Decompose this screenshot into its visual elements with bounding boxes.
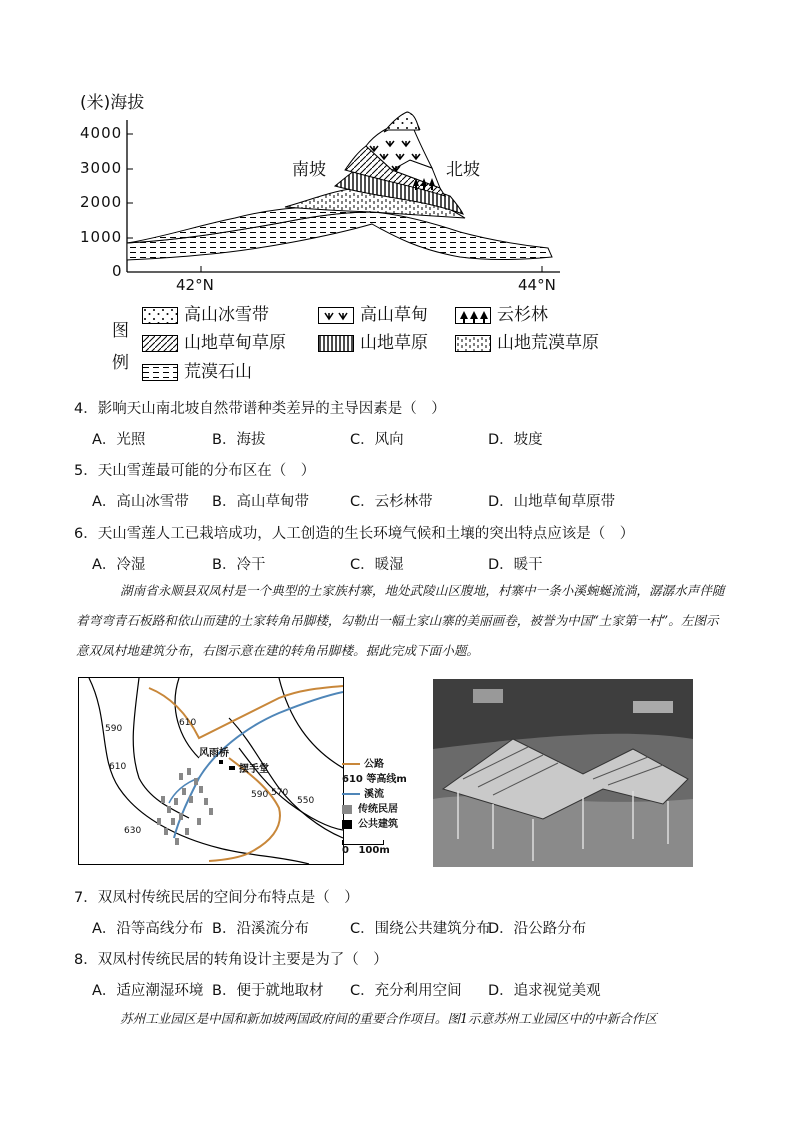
q4-option-b[interactable]: B．海拔: [212, 432, 266, 448]
map-legend: [342, 757, 407, 832]
house-swatch: [342, 805, 352, 814]
passage-suzhou: 苏州工业园区是中国和新加坡两国政府间的重要合作项目。图1示意苏州工业园区中的中新合作区: [120, 1011, 657, 1026]
meadow-steppe-swatch: [142, 335, 178, 352]
map-legend-public: 公共建筑: [342, 817, 407, 832]
map-legend-road: 公路: [342, 757, 407, 772]
q4-option-c[interactable]: C．风向: [350, 432, 404, 448]
x-tick-44n: 44°N: [518, 276, 556, 294]
q6-option-a[interactable]: A．冷湿: [92, 557, 146, 573]
contour-label-590a: 590: [105, 724, 123, 734]
legend-desert-rock: 荒漠石山: [142, 357, 252, 382]
legend-title-1: 图: [112, 321, 129, 341]
question-6-stem: 6．天山雪莲人工已栽培成功，人工创造的生长环境气候和土壤的突出特点应该是（ ）: [74, 526, 635, 542]
map-scale-bar: 0 100m: [342, 840, 390, 856]
stilt-house-photo: [433, 679, 693, 867]
contour-label-610b: 610: [109, 762, 127, 772]
village-map: [78, 677, 344, 865]
legend-desert-steppe: 山地荒漠草原: [455, 328, 599, 353]
q8-option-a[interactable]: A．适应潮湿环境: [92, 983, 204, 999]
map-label-bridge: 风雨桥: [199, 748, 229, 759]
legend-ice-snow: 高山冰雪带: [142, 300, 269, 325]
q5-option-a[interactable]: A．高山冰雪带: [92, 494, 189, 510]
stream-swatch: [342, 793, 360, 795]
legend-meadow-steppe: 山地草甸草原: [142, 328, 286, 353]
legend-alpine-meadow: 高山草甸: [318, 300, 428, 325]
q5-option-c[interactable]: C．云杉林带: [350, 494, 433, 510]
contour-label-550: 550: [297, 796, 315, 806]
question-8-stem: 8．双凤村传统民居的转角设计主要是为了（ ）: [74, 952, 388, 968]
q5-option-b[interactable]: B．高山草甸带: [212, 494, 309, 510]
y-axis-title: (米)海拔: [80, 93, 145, 113]
q6-option-b[interactable]: B．冷干: [212, 557, 266, 573]
north-slope-label: 北坡: [446, 160, 480, 180]
passage-shuangfeng: 湖南省永顺县双凤村是一个典型的土家族村寨，地处武陵山区腹地，村寨中一条小溪蜿蜒流淌，潺潺水声伴随着弯弯青石板路和依山而建的土家转角吊脚楼，勾勒出一幅土家山寨的美丽画卷，被誉为中国“土家第一村”。左图示意双凤村地建筑分布，右图示意在建的转角吊脚楼。据此完成下面小题。: [76, 583, 725, 658]
desert-rock-swatch: [142, 364, 178, 381]
y-tick-2000: 2000: [80, 193, 123, 211]
y-tick-0: 0: [112, 262, 122, 280]
x-tick-42n: 42°N: [176, 276, 214, 294]
q7-option-d[interactable]: D．沿公路分布: [488, 921, 587, 937]
question-5-stem: 5．天山雪莲最可能的分布区在（ ）: [74, 463, 316, 479]
map-legend-stream: 溪流: [342, 787, 407, 802]
desert-steppe-swatch: [455, 335, 491, 352]
q6-option-c[interactable]: C．暖湿: [350, 557, 404, 573]
q4-option-d[interactable]: D．坡度: [488, 432, 543, 448]
public-building-swatch: [342, 820, 352, 829]
q6-option-d[interactable]: D．暖干: [488, 557, 543, 573]
y-tick-3000: 3000: [80, 159, 123, 177]
contour-label-570: 570: [271, 788, 289, 798]
q7-option-b[interactable]: B．沿溪流分布: [212, 921, 309, 937]
q8-option-d[interactable]: D．追求视觉美观: [488, 983, 601, 999]
south-slope-label: 南坡: [292, 160, 326, 180]
map-legend-contour: 610 等高线m: [342, 774, 407, 785]
q7-option-c[interactable]: C．围绕公共建筑分布: [350, 921, 491, 937]
q7-option-a[interactable]: A．沿等高线分布: [92, 921, 204, 937]
question-7-stem: 7．双凤村传统民居的空间分布特点是（ ）: [74, 890, 359, 906]
legend-spruce: 云杉林: [455, 300, 548, 325]
y-tick-4000: 4000: [80, 124, 123, 142]
y-tick-1000: 1000: [80, 228, 123, 246]
q8-option-c[interactable]: C．充分利用空间: [350, 983, 462, 999]
mountain-steppe-swatch: [318, 335, 354, 352]
question-4-stem: 4．影响天山南北坡自然带谱种类差异的主导因素是（ ）: [74, 401, 446, 417]
alpine-meadow-swatch: [318, 307, 354, 324]
q8-option-b[interactable]: B．便于就地取材: [212, 983, 324, 999]
ice-snow-swatch: [142, 307, 178, 324]
q4-option-a[interactable]: A．光照: [92, 432, 146, 448]
contour-label-630: 630: [124, 826, 142, 836]
profile-svg: [0, 0, 794, 300]
legend-mountain-steppe: 山地草原: [318, 328, 428, 353]
photo-svg: [433, 679, 693, 867]
map-legend-house: 传统民居: [342, 802, 407, 817]
spruce-swatch: [455, 307, 491, 324]
road-swatch: [342, 763, 360, 765]
map-label-hall: 摆手堂: [239, 764, 269, 775]
contour-label-610a: 610: [179, 718, 197, 728]
contour-label-590b: 590: [251, 790, 269, 800]
q5-option-d[interactable]: D．山地草甸草原带: [488, 494, 616, 510]
mountain-profile-figure: [0, 0, 794, 300]
legend-title-2: 例: [112, 353, 129, 373]
